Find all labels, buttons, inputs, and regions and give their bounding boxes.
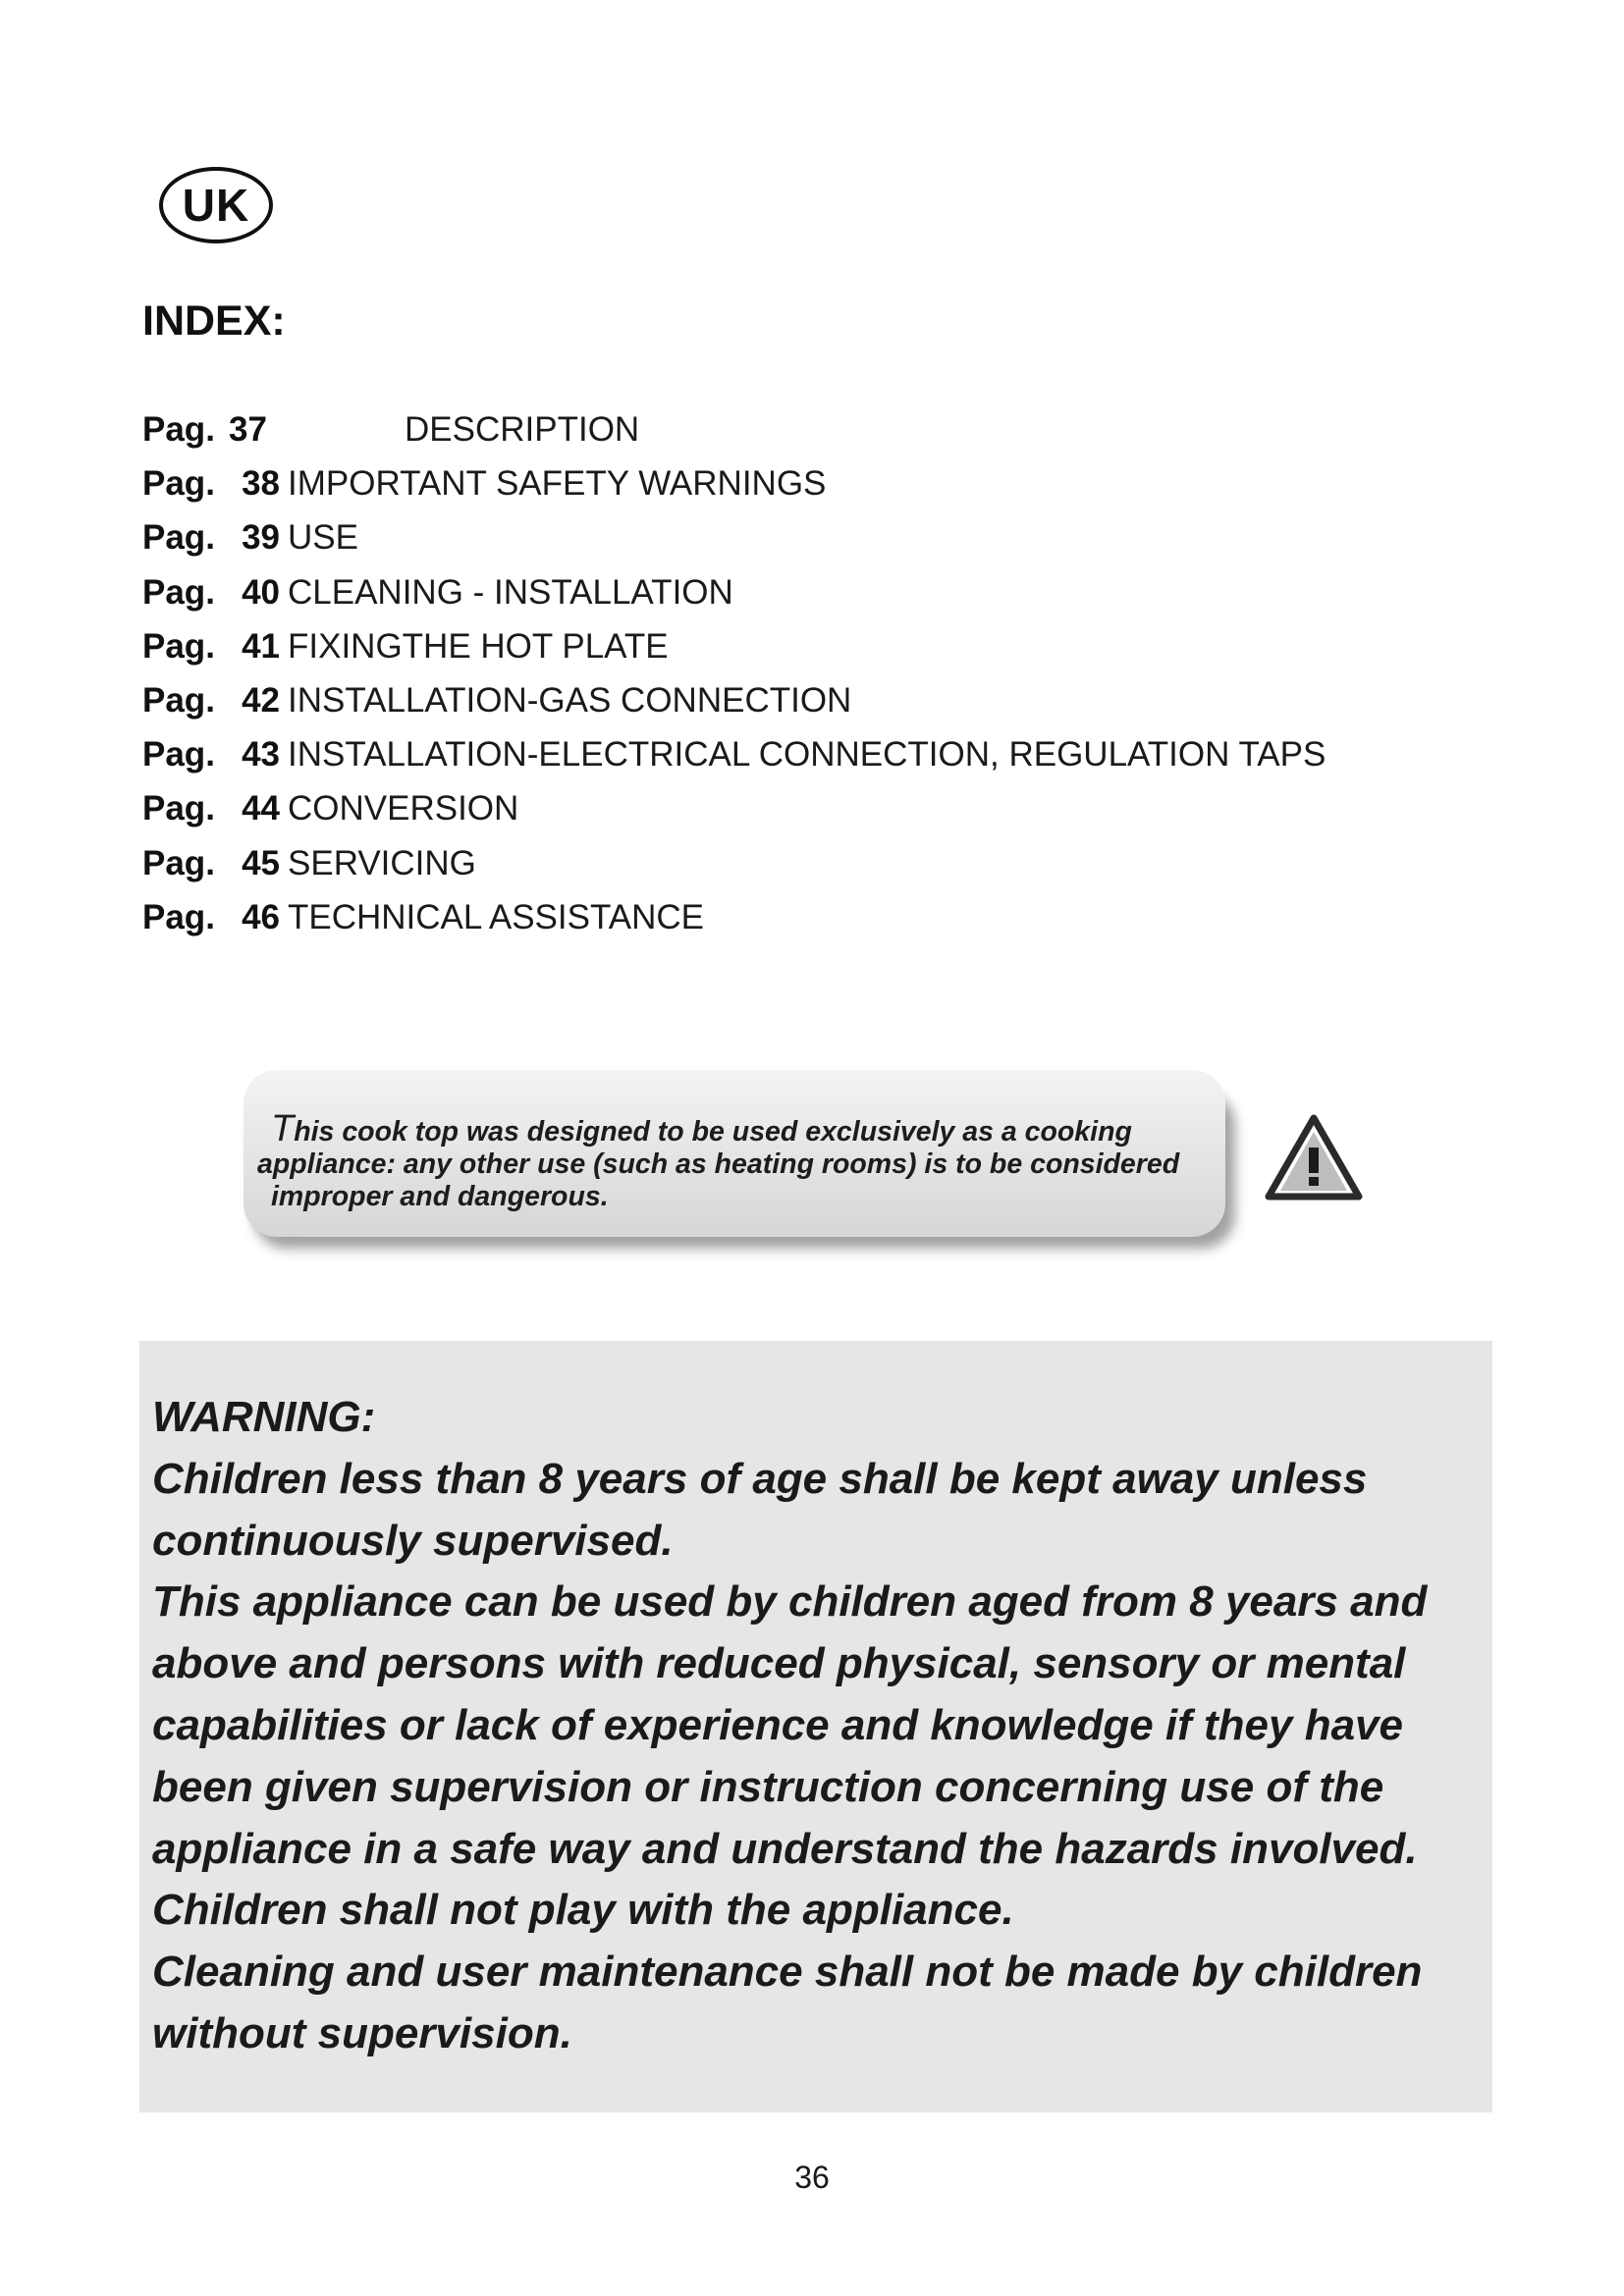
index-entry-page: 43 <box>242 735 280 774</box>
warning-line: continuously supervised. <box>152 1516 674 1565</box>
notice-drop-cap: T <box>271 1108 295 1149</box>
index-entry-page: 41 <box>242 626 280 666</box>
notice-line-2: appliance: any other use (such as heating rooms) is to be considered <box>257 1148 1180 1180</box>
notice-line <box>257 1108 1208 1149</box>
index-list <box>142 410 1326 952</box>
index-entry-page: 45 <box>242 843 280 882</box>
warning-text <box>152 1387 1517 2065</box>
index-title: INDEX: <box>142 297 286 345</box>
warning-line: been given supervision or instruction concerning use of the <box>152 1762 1384 1811</box>
warning-line: without supervision. <box>152 2008 572 2057</box>
warning-line: This appliance can be used by children aged from 8 years and <box>152 1577 1428 1627</box>
index-entry <box>142 627 1326 681</box>
warning-heading: WARNING: <box>152 1393 376 1441</box>
warning-line: Children less than 8 years of age shall be kept away unless <box>152 1454 1368 1503</box>
index-entry-prefix: Pag. <box>142 789 215 828</box>
usage-notice-box <box>244 1070 1225 1237</box>
index-entry-title: IMPORTANT SAFETY WARNINGS <box>288 464 827 504</box>
index-entry-title: FIXINGTHE HOT PLATE <box>288 626 669 666</box>
index-entry-page: 46 <box>242 897 280 936</box>
index-entry-title: INSTALLATION-GAS CONNECTION <box>288 680 852 720</box>
index-entry-title: TECHNICAL ASSISTANCE <box>288 897 704 936</box>
index-entry-page: 42 <box>242 680 280 720</box>
index-entry-prefix: Pag. <box>142 897 215 936</box>
index-entry <box>142 518 1326 572</box>
index-entry <box>142 573 1326 627</box>
warning-line: appliance in a safe way and understand the hazards involved. <box>152 1824 1418 1873</box>
index-entry <box>142 681 1326 735</box>
index-entry <box>142 898 1326 952</box>
page-number: 36 <box>794 2160 830 2195</box>
index-entry-title: DESCRIPTION <box>405 410 640 449</box>
index-entry-prefix: Pag. <box>142 518 215 558</box>
index-entry <box>142 464 1326 518</box>
warning-line: capabilities or lack of experience and knowledge if they have <box>152 1700 1404 1749</box>
index-entry-prefix: Pag. <box>142 410 215 449</box>
notice-line-1: his cook top was designed to be used exclusively as a cooking <box>294 1116 1132 1148</box>
index-entry-title: USE <box>288 518 358 558</box>
index-entry-prefix: Pag. <box>142 464 215 504</box>
uk-language-badge: UK <box>159 167 273 243</box>
index-entry-page: 37 <box>229 410 267 449</box>
notice-line-3: improper and dangerous. <box>271 1181 609 1212</box>
index-entry-title: SERVICING <box>288 843 476 882</box>
usage-notice-text <box>257 1108 1208 1213</box>
warning-triangle-icon <box>1265 1114 1363 1202</box>
index-entry-title: CONVERSION <box>288 789 519 828</box>
index-entry-page: 40 <box>242 572 280 612</box>
index-entry-prefix: Pag. <box>142 843 215 882</box>
index-entry-prefix: Pag. <box>142 735 215 774</box>
warning-line: Cleaning and user maintenance shall not be made by children <box>152 1948 1423 1997</box>
index-entry <box>142 410 1326 464</box>
index-entry-page: 39 <box>242 518 280 558</box>
index-entry-page: 44 <box>242 789 280 828</box>
warning-line: above and persons with reduced physical, sensory or mental <box>152 1639 1406 1688</box>
index-entry <box>142 844 1326 898</box>
index-entry-prefix: Pag. <box>142 626 215 666</box>
index-entry-page: 38 <box>242 464 280 504</box>
index-entry-title: INSTALLATION-ELECTRICAL CONNECTION, REGULATION TAPS <box>288 735 1326 774</box>
index-entry-prefix: Pag. <box>142 572 215 612</box>
index-entry <box>142 789 1326 843</box>
warning-line: Children shall not play with the appliance. <box>152 1886 1014 1935</box>
index-entry-prefix: Pag. <box>142 680 215 720</box>
index-entry <box>142 735 1326 789</box>
index-entry-title: CLEANING - INSTALLATION <box>288 572 733 612</box>
